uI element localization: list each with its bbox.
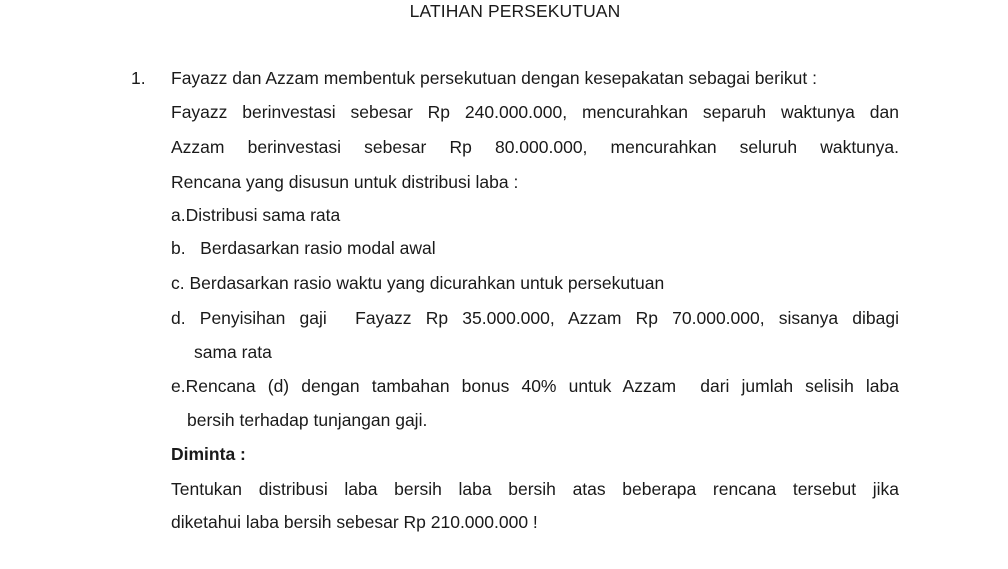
- document-title: LATIHAN PERSEKUTUAN: [409, 1, 621, 21]
- paragraph-line-2: Azzam berinvestasi sebesar Rp 80.000.000, mencurahkan seluruh waktunya.: [171, 137, 899, 157]
- plan-item-d-line-1: d. Penyisihan gaji Fayazz Rp 35.000.000, Azzam Rp 70.000.000, sisanya dibagi: [171, 308, 899, 328]
- task-line-2: diketahui laba bersih sebesar Rp 210.000.000 !: [171, 512, 538, 532]
- paragraph-line-1: Fayazz berinvestasi sebesar Rp 240.000.000, mencurahkan separuh waktunya dan: [171, 102, 899, 122]
- task-line-1: Tentukan distribusi laba bersih laba bersih atas beberapa rencana tersebut jika: [171, 479, 899, 499]
- question-intro: Fayazz dan Azzam membentuk persekutuan dengan kesepakatan sebagai berikut :: [171, 68, 817, 88]
- plan-item-b: b. Berdasarkan rasio modal awal: [171, 238, 436, 258]
- plan-item-a: a.Distribusi sama rata: [171, 205, 341, 225]
- diminta-label: Diminta :: [171, 444, 246, 464]
- plan-item-d-line-2: sama rata: [194, 342, 272, 362]
- plan-item-e-line-1: e.Rencana (d) dengan tambahan bonus 40% untuk Azzam dari jumlah selisih laba: [171, 376, 899, 396]
- paragraph-line-3: Rencana yang disusun untuk distribusi laba :: [171, 172, 519, 192]
- question-number: 1.: [131, 68, 146, 88]
- plan-item-c: c. Berdasarkan rasio waktu yang dicurahkan untuk persekutuan: [171, 273, 665, 293]
- plan-item-e-line-2: bersih terhadap tunjangan gaji.: [187, 410, 428, 430]
